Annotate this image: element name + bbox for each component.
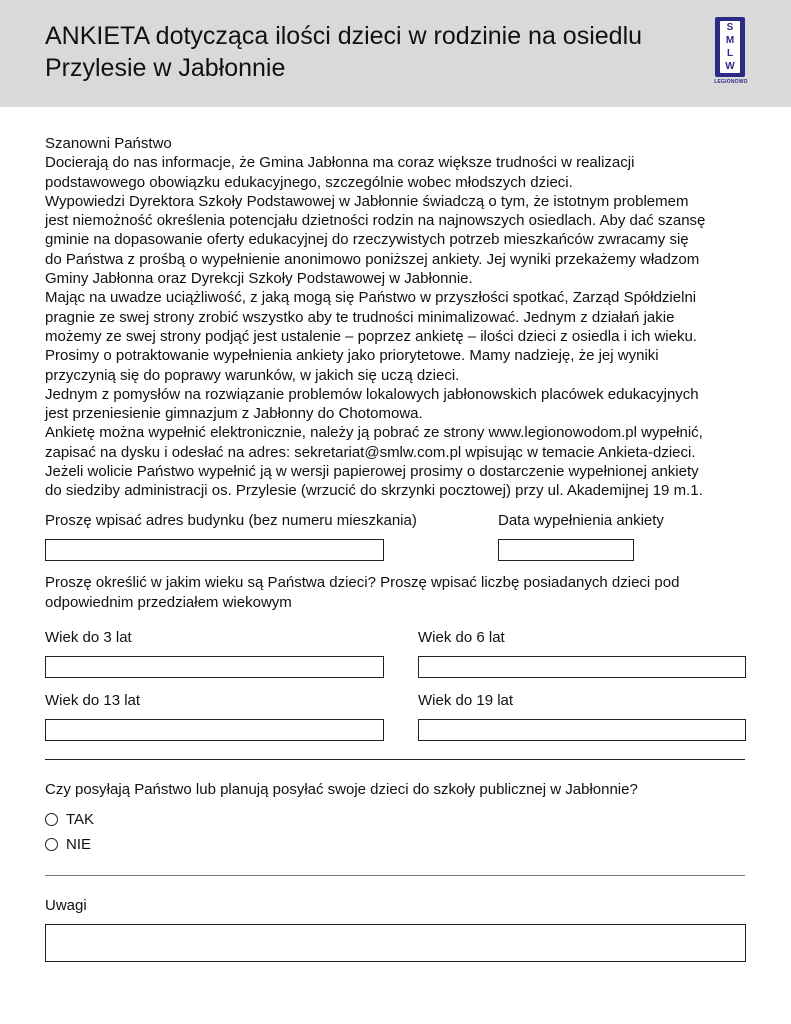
intro-line: przyczynią się do poprawy warunków, w jakich się uczą dzieci. <box>45 366 460 384</box>
age-13-field[interactable] <box>45 719 384 741</box>
age-3-field[interactable] <box>45 656 384 678</box>
intro-line: zapisać na dysku i odesłać na adres: sekretariat@smlw.com.pl wpisując w temacie Ankieta-dzieci. <box>45 443 696 461</box>
intro-line: możemy ze swej strony podjąć jest ustalenie – poprzez ankietę – ilości dzieci z osiedla i ich wieku. <box>45 327 697 345</box>
notes-field[interactable] <box>45 924 746 962</box>
intro-line: Gminy Jabłonna oraz Dyrekcji Szkoły Podstawowej w Jabłonnie. <box>45 270 473 288</box>
intro-line: podstawowego obowiązku edukacyjnego, szczególnie wobec młodszych dzieci. <box>45 173 573 191</box>
school-question-text: Czy posyłają Państwo lub planują posyłać swoje dzieci do szkoły publicznej w Jabłonnie? <box>45 781 638 798</box>
intro-line: do Państwa z prośbą o wypełnienie anonimowo poniższej ankiety. Jej wyniki przekażemy władzom <box>45 250 700 268</box>
logo-subtitle: LEGIONOWO <box>714 79 748 85</box>
age-6-field[interactable] <box>418 656 746 678</box>
address-label: Proszę wpisać adres budynku (bez numeru mieszkania) <box>45 512 417 529</box>
page-title <box>45 20 705 84</box>
intro-line: Docierają do nas informacje, że Gmina Jabłonna ma coraz większe trudności w realizacji <box>45 154 635 172</box>
intro-line: pragnie ze swej strony zrobić wszystko aby te trudności minimalizować. Jednym z działań jakie <box>45 308 675 326</box>
age-6-label: Wiek do 6 lat <box>418 629 505 646</box>
age-question <box>45 573 679 613</box>
notes-divider <box>45 875 745 876</box>
age-13-label: Wiek do 13 lat <box>45 692 141 709</box>
age-3-label: Wiek do 3 lat <box>45 629 132 646</box>
intro-line: Prosimy o potraktowanie wypełnienia ankiety jako priorytetowe. Mamy nadzieję, że jej wyniki <box>45 347 659 365</box>
logo-letter: W <box>725 60 735 72</box>
intro-line: Jednym z pomysłów na rozwiązanie problemów lokalowych jabłonowskich placówek edukacyjnych <box>45 385 699 403</box>
age-question-line: Proszę określić w jakim wieku są Państwa dzieci? Proszę wpisać liczbę posiadanych dzieci pod <box>45 574 680 591</box>
notes-label: Uwagi <box>45 897 87 914</box>
section-divider <box>45 759 745 760</box>
intro-line: Ankietę można wypełnić elektronicznie, należy ją pobrać ze strony www.legionowodom.pl wypełnić, <box>45 424 703 442</box>
option-no-label: NIE <box>66 836 92 853</box>
page-header <box>0 0 791 107</box>
date-field[interactable] <box>498 539 634 561</box>
address-field[interactable] <box>45 539 384 561</box>
logo-letter: S <box>726 21 734 33</box>
logo-letter: L <box>726 47 734 59</box>
intro-line: jest przeniesienie gimnazjum z Jabłonny do Chotomowa. <box>45 405 423 423</box>
smlw-logo <box>712 17 750 87</box>
intro-line: jest niemożność określenia potencjału dzietności rodzin na najnowszych osiedlach. Aby dać szansę <box>45 212 706 230</box>
intro-line: gminie na dopasowanie oferty edukacyjnej do rzeczywistych potrzeb mieszkańców zwracamy się <box>45 231 689 249</box>
school-question <box>45 780 638 800</box>
date-label: Data wypełnienia ankiety <box>498 512 664 529</box>
radio-yes[interactable] <box>45 813 58 826</box>
age-19-field[interactable] <box>418 719 746 741</box>
intro-line: do siedziby administracji os. Przylesie (wrzucić do skrzynki pocztowej) przy ul. Akademijnej 19 m.1. <box>45 482 703 500</box>
option-yes[interactable] <box>45 810 94 829</box>
intro-line: Wypowiedzi Dyrektora Szkoły Podstawowej w Jabłonnie świadczą o tym, że istotnym problemem <box>45 192 689 210</box>
option-no[interactable] <box>45 835 91 854</box>
title-line-2: Przylesie w Jabłonnie <box>45 54 286 82</box>
intro-line: Szanowni Państwo <box>45 135 172 152</box>
age-19-label: Wiek do 19 lat <box>418 692 514 709</box>
radio-no[interactable] <box>45 838 58 851</box>
title-line-1: ANKIETA dotycząca ilości dzieci w rodzinie na osiedlu <box>45 22 643 50</box>
logo-badge <box>715 17 745 77</box>
age-question-line: odpowiednim przedziałem wiekowym <box>45 594 292 611</box>
logo-letter: M <box>725 34 735 46</box>
intro-line: Jeżeli wolicie Państwo wypełnić ją w wersji papierowej prosimy o dostarczenie wypełnionej ankiety <box>45 463 699 481</box>
intro-letter <box>45 134 755 501</box>
option-yes-label: TAK <box>66 811 95 828</box>
intro-line: Mając na uwadze uciążliwość, z jaką mogą się Państwo w przyszłości spotkać, Zarząd Spółdzielni <box>45 289 697 307</box>
